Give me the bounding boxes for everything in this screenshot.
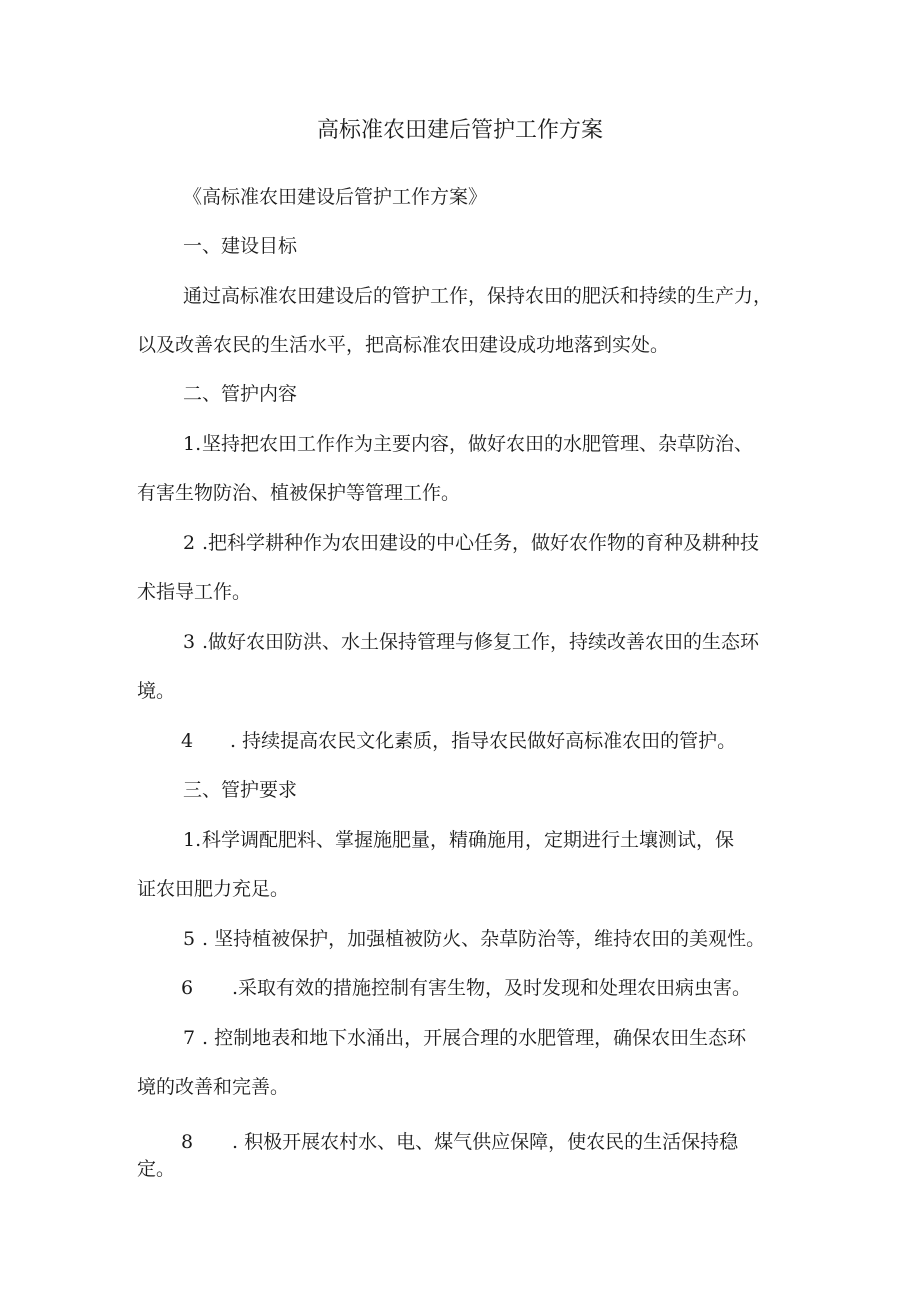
list-item-number: 6: [181, 977, 194, 999]
list-item-number: 1.: [183, 829, 202, 851]
list-item-text: 境。: [137, 680, 176, 702]
document-subtitle: 《高标准农田建设后管护工作方案》: [183, 186, 488, 208]
section-heading-content: 二、管护内容: [183, 383, 298, 405]
goal-paragraph-line: 以及改善农民的生活水平，把高标准农田建设成功地落到实处。: [137, 334, 670, 356]
list-item-text: 境的改善和完善。: [137, 1076, 290, 1098]
list-item-text: 术指导工作。: [137, 581, 252, 603]
list-item-text: .做好农田防洪、水土保持管理与修复工作，持续改善农田的生态环: [202, 631, 760, 653]
section-heading-goal: 一、建设目标: [183, 235, 298, 257]
goal-paragraph-line: 通过高标准农田建设后的管护工作，保持农田的肥沃和持续的生产力，: [183, 285, 773, 307]
list-item-text: .把科学耕种作为农田建设的中心任务，做好农作物的育种及耕种技: [202, 532, 760, 554]
list-item-number: 5: [183, 928, 196, 950]
list-item-number: 8: [181, 1131, 194, 1153]
list-item-text: 坚持把农田工作作为主要内容，做好农田的水肥管理、杂草防治、: [202, 433, 754, 455]
list-item-text: . 积极开展农村水、电、煤气供应保障，使农民的生活保持稳: [232, 1131, 739, 1153]
list-item-text: . 持续提高农民文化素质，指导农民做好高标准农田的管护。: [230, 730, 737, 752]
list-item-text: 定。: [137, 1158, 176, 1180]
list-item-number: 4: [181, 730, 194, 752]
section-heading-requirements: 三、管护要求: [183, 779, 298, 801]
list-item-number: 1.: [183, 433, 202, 455]
list-item-text: 有害生物防治、植被保护等管理工作。: [137, 482, 461, 504]
list-item-text: . 坚持植被保护，加强植被防火、杂草防治等，维持农田的美观性。: [202, 928, 766, 950]
list-item-text: . 控制地表和地下水涌出，开展合理的水肥管理，确保农田生态环: [202, 1027, 747, 1049]
document-title: 高标准农田建后管护工作方案: [316, 118, 603, 143]
list-item-text: 科学调配肥料、掌握施肥量，精确施用，定期进行土壤测试，保: [202, 829, 735, 851]
list-item-number: 2: [183, 532, 196, 554]
list-item-number: 3: [183, 631, 196, 653]
list-item-text: .采取有效的措施控制有害生物，及时发现和处理农田病虫害。: [232, 977, 752, 999]
list-item-text: 证农田肥力充足。: [137, 878, 290, 900]
list-item-number: 7: [183, 1027, 196, 1049]
